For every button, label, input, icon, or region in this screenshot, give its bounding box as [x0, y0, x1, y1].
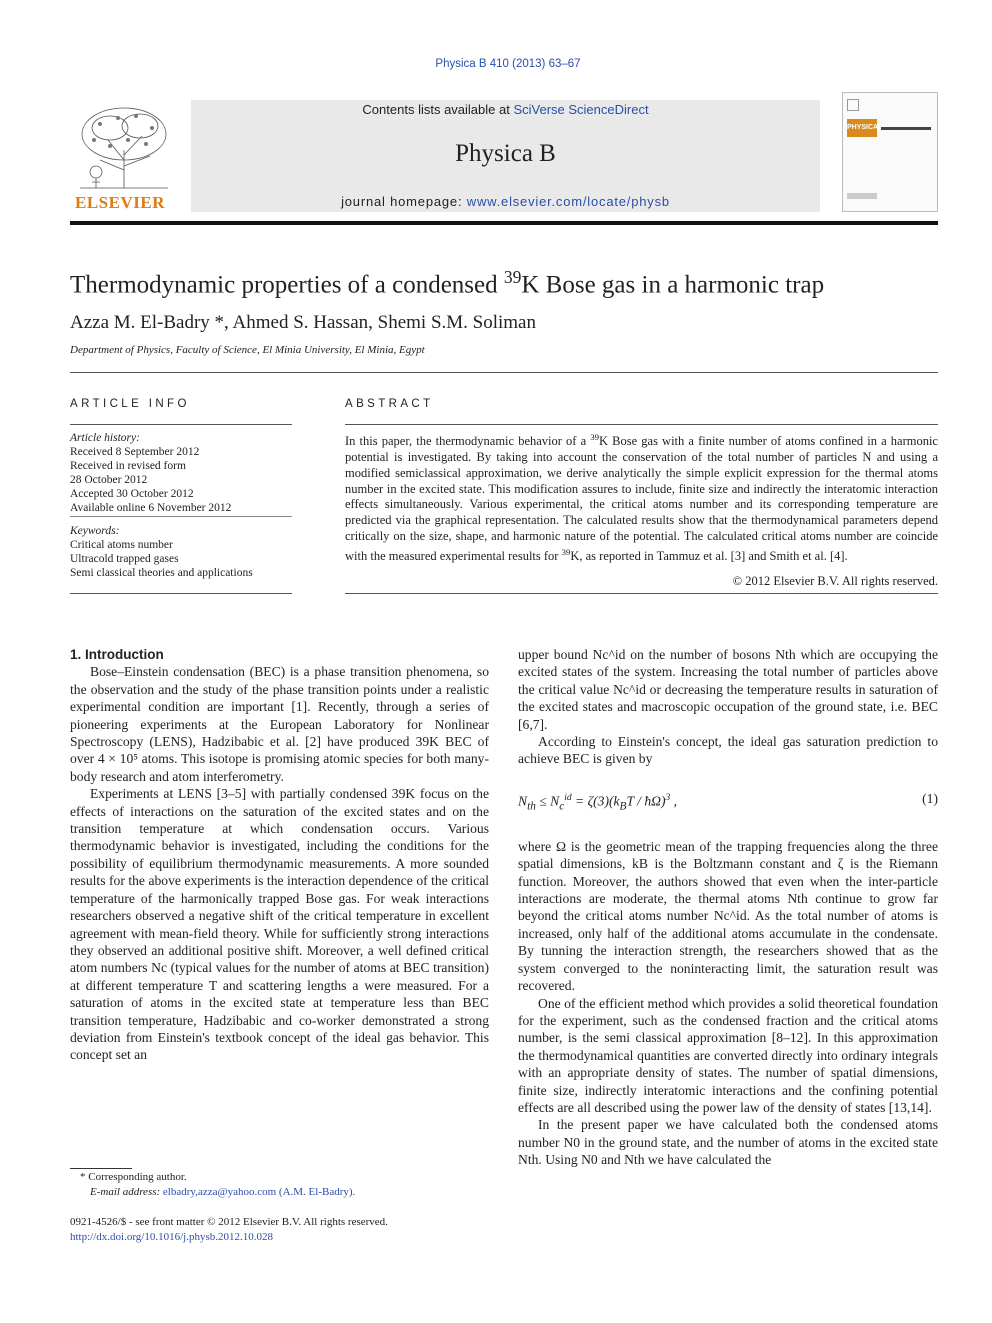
abstract-rule-bottom — [345, 593, 938, 594]
intro-paragraph-3: upper bound Nc^id on the number of bosons Nth which are occupying the excited states of the system. Increasing the total number of particles above the critical value Nc^id or decreasing the temperature results in saturation of the excited states and macroscopic occupation of the ground state, i.e. BEC [6,7]. — [518, 647, 938, 732]
abstract-heading: ABSTRACT — [345, 398, 434, 410]
footnote-block — [70, 1170, 490, 1200]
journal-title: Physica B — [455, 140, 556, 167]
equation-1 — [518, 772, 938, 832]
footnote-rule — [70, 1168, 132, 1169]
cover-footer — [847, 193, 877, 199]
abstract-isotope-sup: 39 — [590, 432, 599, 442]
equation-1-number: (1) — [922, 790, 938, 806]
cover-mark — [847, 99, 859, 111]
abstract-copyright: © 2012 Elsevier B.V. All rights reserved. — [732, 574, 938, 588]
intro-paragraph-5: where Ω is the geometric mean of the trapping frequencies along the three spatial dimensions, kB is the Boltzmann constant and ζ is the Riemann function. Moreover, the authors showed that even when the inter-particle interactions are moderate, the thermal atoms Nth continue to grow far beyond the critical atoms number Nc^id. As the total number of atoms is increased, only half of the additional atoms accumulate in the condensate. By tunning the interaction strength, the researchers showed that as the system converged to the noninteracting limit, the saturation result was recovered. — [518, 838, 938, 994]
title-superscript: 39 — [503, 267, 522, 287]
article-info-heading: ARTICLE INFO — [70, 398, 190, 410]
article-title — [70, 267, 950, 299]
front-matter-block — [70, 1215, 388, 1245]
intro-paragraph-7: In the present paper we have calculated both the condensed atoms number N0 in the ground state, and the number of atoms in the excited state Nth. Using N0 and Nth we have calculated the — [518, 1117, 938, 1168]
abstract-part-3: K, as reported in Tammuz et al. [3] and Smith et al. [4]. — [570, 548, 848, 563]
article-history — [70, 431, 292, 515]
corresponding-author-note: * Corresponding author. — [80, 1171, 187, 1183]
homepage-link[interactable]: www.elsevier.com/locate/physb — [466, 194, 670, 209]
issn-line: 0921-4526/$ - see front matter © 2012 Elsevier B.V. All rights reserved. — [70, 1216, 388, 1228]
contents-prefix: Contents lists available at — [362, 102, 514, 117]
doi-link[interactable]: http://dx.doi.org/10.1016/j.physb.2012.10.028 — [70, 1231, 274, 1243]
abstract-part-1: In this paper, the thermodynamic behavior of a — [345, 434, 591, 449]
email-link[interactable]: elbadry,azza@yahoo.com (A.M. El-Badry). — [162, 1186, 356, 1198]
keywords-block — [70, 524, 292, 580]
elsevier-wordmark: ELSEVIER — [75, 193, 165, 212]
sciencedirect-link[interactable]: SciVerse ScienceDirect — [513, 102, 649, 117]
cover-title: PHYSICA — [847, 119, 877, 137]
journal-reference[interactable]: Physica B 410 (2013) 63–67 — [435, 58, 581, 70]
keyword-item: Semi classical theories and applications — [70, 567, 253, 579]
header-rule — [70, 221, 938, 225]
keywords-label: Keywords: — [70, 525, 120, 537]
history-label: Article history: — [70, 432, 140, 444]
title-part-1: Thermodynamic properties of a condensed — [70, 271, 504, 299]
intro-paragraph-6: One of the efficient method which provides a solid theoretical foundation for the experiment, such as the condensed fraction and the critical atoms number, is the semi classical approximation [8–12]. In this approximation the thermodynamical quantities are converted directly into ordinary integrals with an appropriate density of states. The number of spatial dimensions, finite size, indirectly interatomic interactions and the confining potential effects are all described using the power law of the density of states [13,14]. — [518, 995, 938, 1115]
email-label: E-mail address: — [90, 1186, 163, 1198]
info-rule-mid — [70, 516, 292, 517]
title-rule — [70, 372, 938, 373]
homepage-line — [191, 194, 820, 209]
keyword-item: Ultracold trapped gases — [70, 553, 179, 565]
history-received: Received 8 September 2012 — [70, 446, 200, 458]
history-revised-date: 28 October 2012 — [70, 474, 148, 486]
intro-paragraph-1: Bose–Einstein condensation (BEC) is a phase transition phenomena, so the observation and the study of the phase transition points under a realistic experimental condition are important [1]. Recently, through a series of pioneering experiments at the European Laboratory for Nonlinear Spectroscopy (LENS), Hadzibabic et al. [2] have produced 39K BEC of over 4 × 10⁵ atoms. This isotope is promising atomic species for both many-body research and atom interferometry. — [70, 664, 489, 784]
introduction-heading: 1. Introduction — [70, 647, 164, 662]
abstract-rule-top — [345, 424, 938, 425]
intro-paragraph-4: According to Einstein's concept, the ideal gas saturation prediction to achieve BEC is given by — [518, 734, 938, 767]
contents-line — [191, 102, 820, 117]
info-rule-top — [70, 424, 292, 425]
keyword-item: Critical atoms number — [70, 539, 173, 551]
body-column-right — [518, 646, 938, 1169]
history-accepted: Accepted 30 October 2012 — [70, 488, 194, 500]
author-list: Azza M. El-Badry *, Ahmed S. Hassan, Shemi S.M. Soliman — [70, 312, 536, 333]
abstract-isotope-sup: 39 — [561, 546, 571, 557]
equation-1-formula: $N_{th} \le N_c^{id} = \zeta(3)(k_BT$ / ħΩ)$^3$ , — [518, 792, 678, 813]
abstract-part-2: K Bose gas with a finite number of atoms confined in a harmonic potential is investigated. By taking into account the conservation of the total number of particles N and using a modified semiclassical approximation, we derive analytically the simple explicit expression for the thermal atoms number in the excited state. This modification assures to include, finite size and indirectly the interatomic interaction effects simultaneously. Various experimental, the critical atoms number and its corresponding temperature are predicted via the graphical representation. The calculated results show that the thermodynamical parameters depend critically on the size, shape, and harmonic nature of the potential. The calculated critical atoms number are coincide with the measured experimental results for — [345, 434, 938, 563]
homepage-prefix: journal homepage: — [341, 194, 467, 209]
body-column-left — [70, 646, 489, 1064]
info-rule-bottom — [70, 593, 292, 594]
email-note — [70, 1185, 490, 1200]
abstract-body — [345, 430, 938, 565]
affiliation: Department of Physics, Faculty of Science, El Minia University, El Minia, Egypt — [70, 344, 425, 356]
title-part-2: K Bose gas in a harmonic trap — [521, 271, 825, 299]
intro-paragraph-2: Experiments at LENS [3–5] with partially condensed 39K focus on the effects of interactions on the saturation of the excited states and on the transition temperature at which condensation occurs. Various thermodynamic behavior is investigated, including the conditions for the possibility of equilibrium thermodynamic measurements. A more sounded results for the above experiments is the interaction dependence of the critical temperature of the harmonically trapped Bose gas. For weak interactions researchers observed a negative shift of the critical temperature in excellent agreement with mean-field theory. While for sufficiently strong interactions they observed an additional positive shift. Moreover, a well defined critical atom numbers Nc (typical values for the number of atoms at BEC transition) at different temperature T and scattering lengths a were measured. For a saturation of atoms in the excited state at temperature less than BEC transition temperature, Hadzibabic and co-worker demonstrated a strong deviation from Einstein's textbook concept of the ideal gas behavior. This concept set an — [70, 786, 489, 1063]
journal-cover-thumbnail — [842, 92, 938, 212]
cover-line — [881, 127, 931, 130]
history-online: Available online 6 November 2012 — [70, 502, 232, 514]
history-revised-label: Received in revised form — [70, 460, 186, 472]
